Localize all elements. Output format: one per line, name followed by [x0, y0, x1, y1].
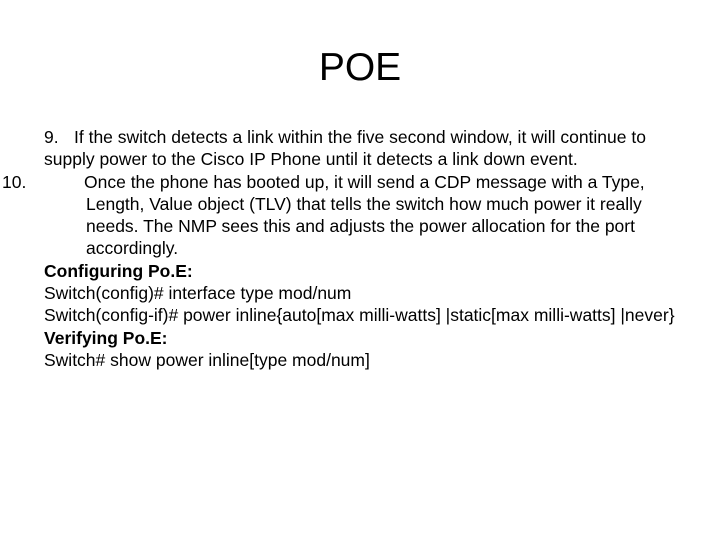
list-item-10: [2, 171, 676, 260]
config-command-1: Switch(config)# interface type mod/num: [44, 283, 352, 304]
slide-body: [2, 126, 676, 371]
verify-command-1: Switch# show power inline[type mod/num]: [44, 349, 370, 370]
list-number: 9.: [44, 127, 59, 147]
configuring-heading: Configuring Po.E:: [44, 260, 193, 281]
config-command-2: Switch(config-if)# power inline{auto[max milli-watts] |static[max milli-watts] |never}: [44, 305, 675, 326]
list-item-9: [44, 126, 676, 171]
list-text: If the switch detects a link within the five second window, it will continue to supply power to the Cisco IP Phone until it detects a link down event.: [44, 127, 646, 170]
slide-title: POE: [318, 46, 402, 89]
verifying-heading: Verifying Po.E:: [44, 327, 168, 348]
list-number: 10.: [2, 171, 27, 192]
list-text: Once the phone has booted up, it will send a CDP message with a Type, Length, Value object (TLV) that tells the switch how much power it really needs. The NMP sees this and adjusts the power allocation for the port accordingly.: [84, 171, 645, 259]
